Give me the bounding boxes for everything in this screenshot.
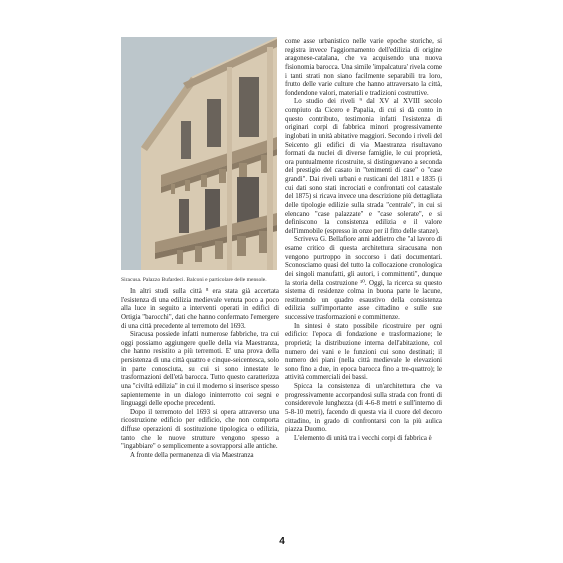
paragraph: In sintesi è stato possibile ricostruire per ogni edificio: l'epoca di fondazione e trasformazione; le proprietà; la distribuzione interna dell'abitazione, col numero dei vani e le funzioni cui sono destinati; il numero dei piani (nella città medievale le elevazioni sono fino a due, in epoca barocca fino a tre-quattro); le attività commerciali dei bassi. xyxy=(285,322,442,382)
photo-caption: Siracusa. Palazzo Bufardeci. Balconi e particolare delle mensole. xyxy=(121,277,267,283)
paragraph: Lo studio dei riveli ⁹ dal XV al XVIII secolo compiuto da Cicero e Papalia, di cui si dà conto in questo contributo, testimonia infatti l'esistenza di originari corpi di fabbrica minori progressivamente inglobati in unità abitative maggiori. Secondo i riveli del Seicento gli edifici di via Maestranza risultavano formati da nuclei di diverse famiglie, le cui proprietà, ora puntualmente ricostruite, si distinguevano a seconda del prestigio del casato in "tenimenti di case" o "case grandi". Dai riveli urbani e rusticani del 1811 e 1835 (i cui dati sono stati incrociati e confrontati col catastale del 1875) si ricava invece una descrizione più dettagliata delle tipologie edilizie sulla strada "centrale", in cui si elencano "case palazzate" e "case solerate", e si definiscono la consistenza edilizia e il valore dell'immobile (espresso in onze per il fitto delle stanze). xyxy=(285,98,442,235)
paragraph: Scriveva G. Bellafiore anni addietro che "al lavoro di esame critico di questa architettura siracusana non vengono purtroppo in soccorso i dati documentari. Sconosciamo quasi del tutto la collocazione cronologica dei singoli manufatti, gli autori, i committenti", dunque la storia della costruzione ¹⁰. Oggi, la ricerca su questo sistema di residenze colma in buona parte le lacune, restituendo un quadro esaustivo della consistenza edilizia sull'importante asse cittadino e sulle sue successive trasformazioni e committenze. xyxy=(285,236,442,321)
paragraph: come asse urbanistico nelle varie epoche storiche, si registra invece l'aggiornamento dell'edilizia di origine aragonese-catalana, che va acquisendo una nuova fisionomia barocca. Una simile 'impalcatura' rivela come i tanti strati non siano facilmente separabili tra loro, frutto delle varie culture che hanno attraversato la città, fondendone valori, materiali e tradizioni costruttive. xyxy=(285,38,442,97)
left-text-column xyxy=(121,288,279,461)
paragraph: A fronte della permanenza di via Maestranza xyxy=(130,451,254,459)
paragraph: Siracusa possiede infatti numerose fabbriche, tra cui oggi possiamo aggiungere quelle della via Maestranza, che hanno resistito a più terremoti. E' una prova della persistenza di una città quattro e cinque-seicentesca, solo in parte conosciuta, su cui si sono innestate le trasformazioni dell'età barocca. Tutto questo caratterizza una "civiltà edilizia" in cui il moderno si inserisce spesso sapientemente in un dialogo ininterrotto coi segni e linguaggi delle epoche precedenti. xyxy=(121,331,279,408)
facade-illustration xyxy=(121,37,277,270)
paragraph: L'elemento di unità tra i vecchi corpi di fabbrica è xyxy=(294,434,432,442)
palazzo-bufardeci-photo xyxy=(121,37,277,270)
paragraph: Spicca la consistenza di un'architettura che va progressivamente accorpandosi sulla strada con fronti di considerevole lunghezza (di 4-6-8 metri e sull'interno di 5-8-10 metri), facendo di questa via il cuore del decoro cittadino, in grado di confrontarsi con la più aulica piazza Duomo. xyxy=(285,383,442,434)
page-number: 4 xyxy=(279,536,285,547)
paragraph: In altri studi sulla città ⁸ era stata già accertata l'esistenza di una edilizia medievale venuta poco a poco alla luce in seguito a interventi operati in edifici di Ortigia "barocchi", dati che hanno confermato l'emergere di una città precedente al terremoto del 1693. xyxy=(121,288,279,330)
right-text-column xyxy=(285,38,442,443)
paragraph: Dopo il terremoto del 1693 si opera attraverso una ricostruzione edificio per edificio, che non comporta diffuse operazioni di sostituzione tipologica o edilizia, tanto che le nuove strutture vengono spesso a "ingabbiare" o semplicemente a sovrapporsi alle antiche. xyxy=(121,408,279,451)
